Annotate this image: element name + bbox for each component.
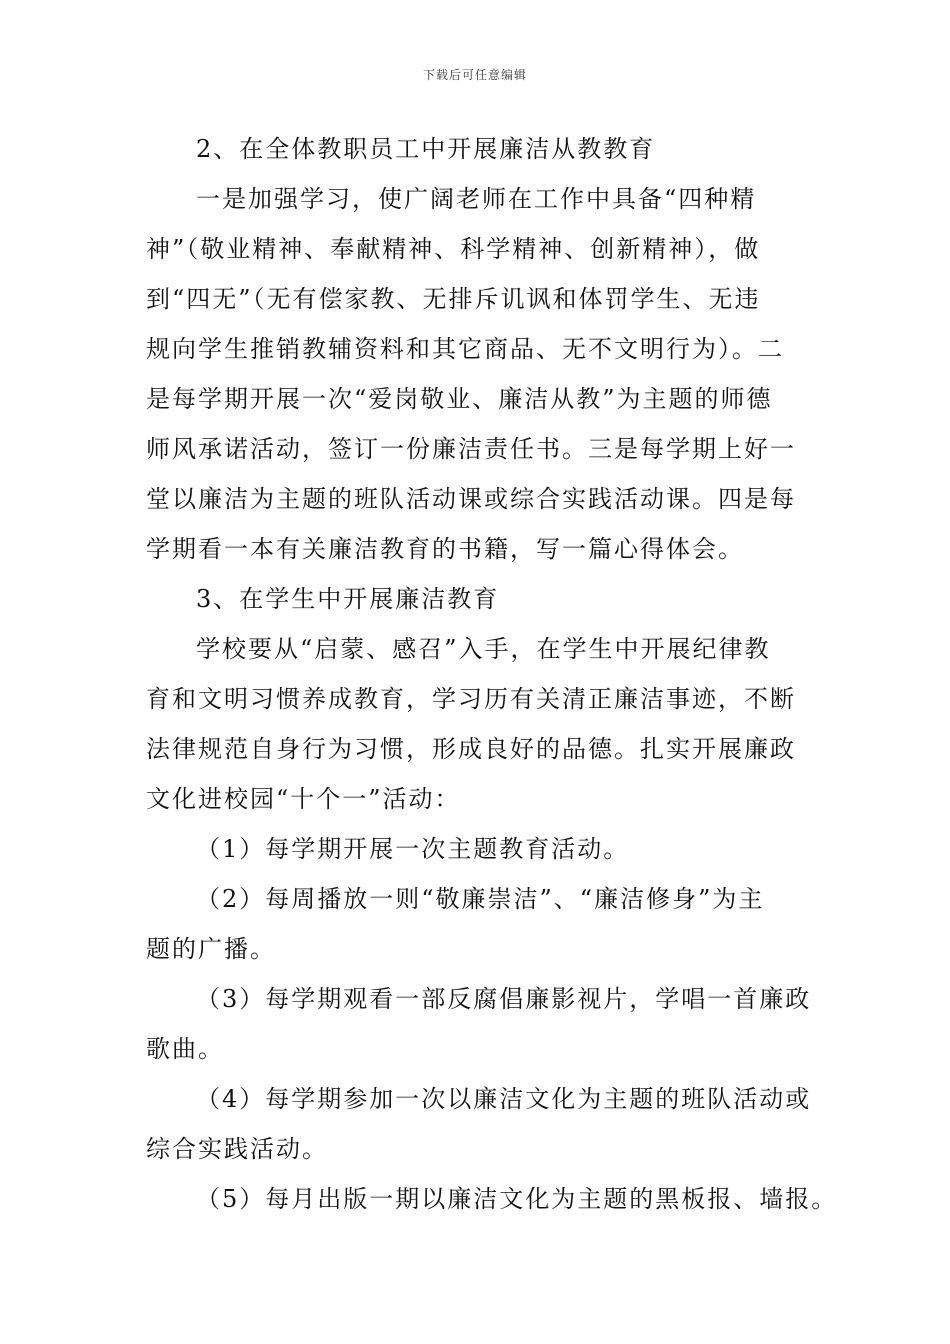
list-item-3-continued: 歌曲。 — [146, 1035, 224, 1063]
paragraph-line: 学期看一本有关廉洁教育的书籍，写一篇心得体会。 — [146, 535, 744, 563]
section-heading-student-education: 3、在学生中开展廉洁教育 — [196, 585, 500, 613]
list-item-2-continued: 题的广播。 — [146, 935, 276, 963]
paragraph-line: 学校要从“启蒙、感召”入手，在学生中开展纪律教 — [196, 635, 771, 663]
list-item-2: （2）每周播放一则“敬廉崇洁”、“廉洁修身”为主 — [196, 885, 765, 913]
list-item-5: （5）每月出版一期以廉洁文化为主题的黑板报、墙报。 — [196, 1185, 838, 1213]
paragraph-line: 规向学生推销教辅资料和其它商品、无不文明行为）。二 — [146, 335, 784, 363]
list-item-4: （4）每学期参加一次以廉洁文化为主题的班队活动或 — [196, 1085, 812, 1113]
paragraph-line: 师风承诺活动，签订一份廉洁责任书。三是每学期上好一 — [146, 435, 796, 463]
list-item-3: （3）每学期观看一部反腐倡廉影视片，学唱一首廉政 — [196, 985, 812, 1013]
paragraph-line: 是每学期开展一次“爱岗敬业、廉洁从教”为主题的师德 — [146, 385, 773, 413]
paragraph-line: 堂以廉洁为主题的班队活动课或综合实践活动课。四是每 — [146, 485, 796, 513]
paragraph-line: 法律规范自身行为习惯，形成良好的品德。扎实开展廉政 — [146, 735, 796, 763]
list-item-4-continued: 综合实践活动。 — [146, 1135, 328, 1163]
list-item-1: （1）每学期开展一次主题教育活动。 — [196, 835, 630, 863]
paragraph-line: 育和文明习惯养成教育，学习历有关清正廉洁事迹，不断 — [146, 685, 796, 713]
paragraph-line: 到“四无”（无有偿家教、无排斥讥讽和体罚学生、无违 — [146, 285, 761, 313]
paragraph-line: 文化进校园“十个一”活动： — [146, 785, 461, 813]
page-header: 下载后可任意编辑 — [422, 68, 527, 82]
paragraph-line: 一是加强学习，使广阔老师在工作中具备“四种精 — [196, 185, 757, 213]
paragraph-line: 神”（敬业精神、奉献精神、科学精神、创新精神），做 — [146, 235, 761, 263]
section-heading-staff-education: 2、在全体教职员工中开展廉洁从教教育 — [196, 135, 656, 163]
